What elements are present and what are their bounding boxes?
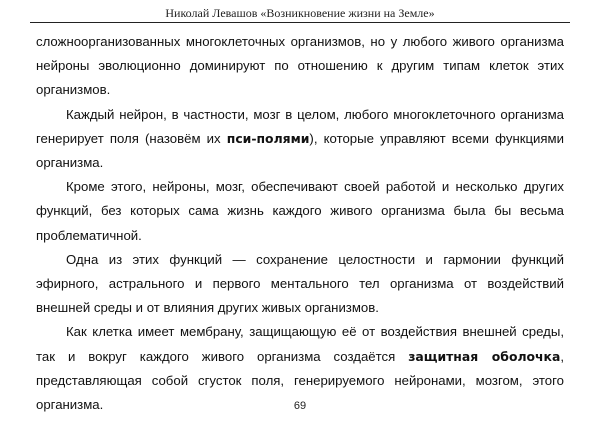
term-protective-shell: защитная оболочка <box>408 348 561 364</box>
paragraph-1-text: сложноорганизованных многоклеточных организмов, но у любого живого организма нейроны эволюционно доминируют по отношению к другим типам клеток этих организмов. <box>36 34 564 98</box>
term-psi-fields: пси-полями <box>226 130 310 146</box>
paragraph-1 <box>36 30 564 103</box>
paragraph-2-text-end: ), которые управляют всеми функциями организма. <box>36 130 564 171</box>
paragraph-3 <box>36 175 564 248</box>
page-number: 69 <box>293 400 307 412</box>
page-body <box>36 30 564 417</box>
running-header: Николай Левашов «Возникновение жизни на Земле» <box>165 6 435 20</box>
paragraph-5-text-end: , представляющая собой сгусток поля, генерируемого нейронами, мозгом, этого организма. <box>36 348 564 413</box>
paragraph-3-text: Кроме этого, нейроны, мозг, обеспечивают своей работой и несколько других функций, без которых сама жизнь каждого живого организма была бы весьма проблематичной. <box>36 179 564 243</box>
paragraph-2-text-start: Каждый нейрон, в частности, мозг в целом, любого многоклеточного организма генерирует поля (назовём их <box>36 106 564 146</box>
paragraph-2 <box>36 103 564 176</box>
paragraph-4 <box>36 248 564 321</box>
paragraph-4-text: Одна из этих функций — сохранение целостности и гармонии функций эфирного, астрального и первого ментального тел организма от воздействий внешней среды и от влияния других живых организмов. <box>36 251 564 316</box>
paragraph-5-text-start: Как клетка имеет мембрану, защищающую её от воздействия внешней среды, так и вокруг каждого живого организма создаётся <box>36 324 564 364</box>
header-rule <box>30 22 570 23</box>
